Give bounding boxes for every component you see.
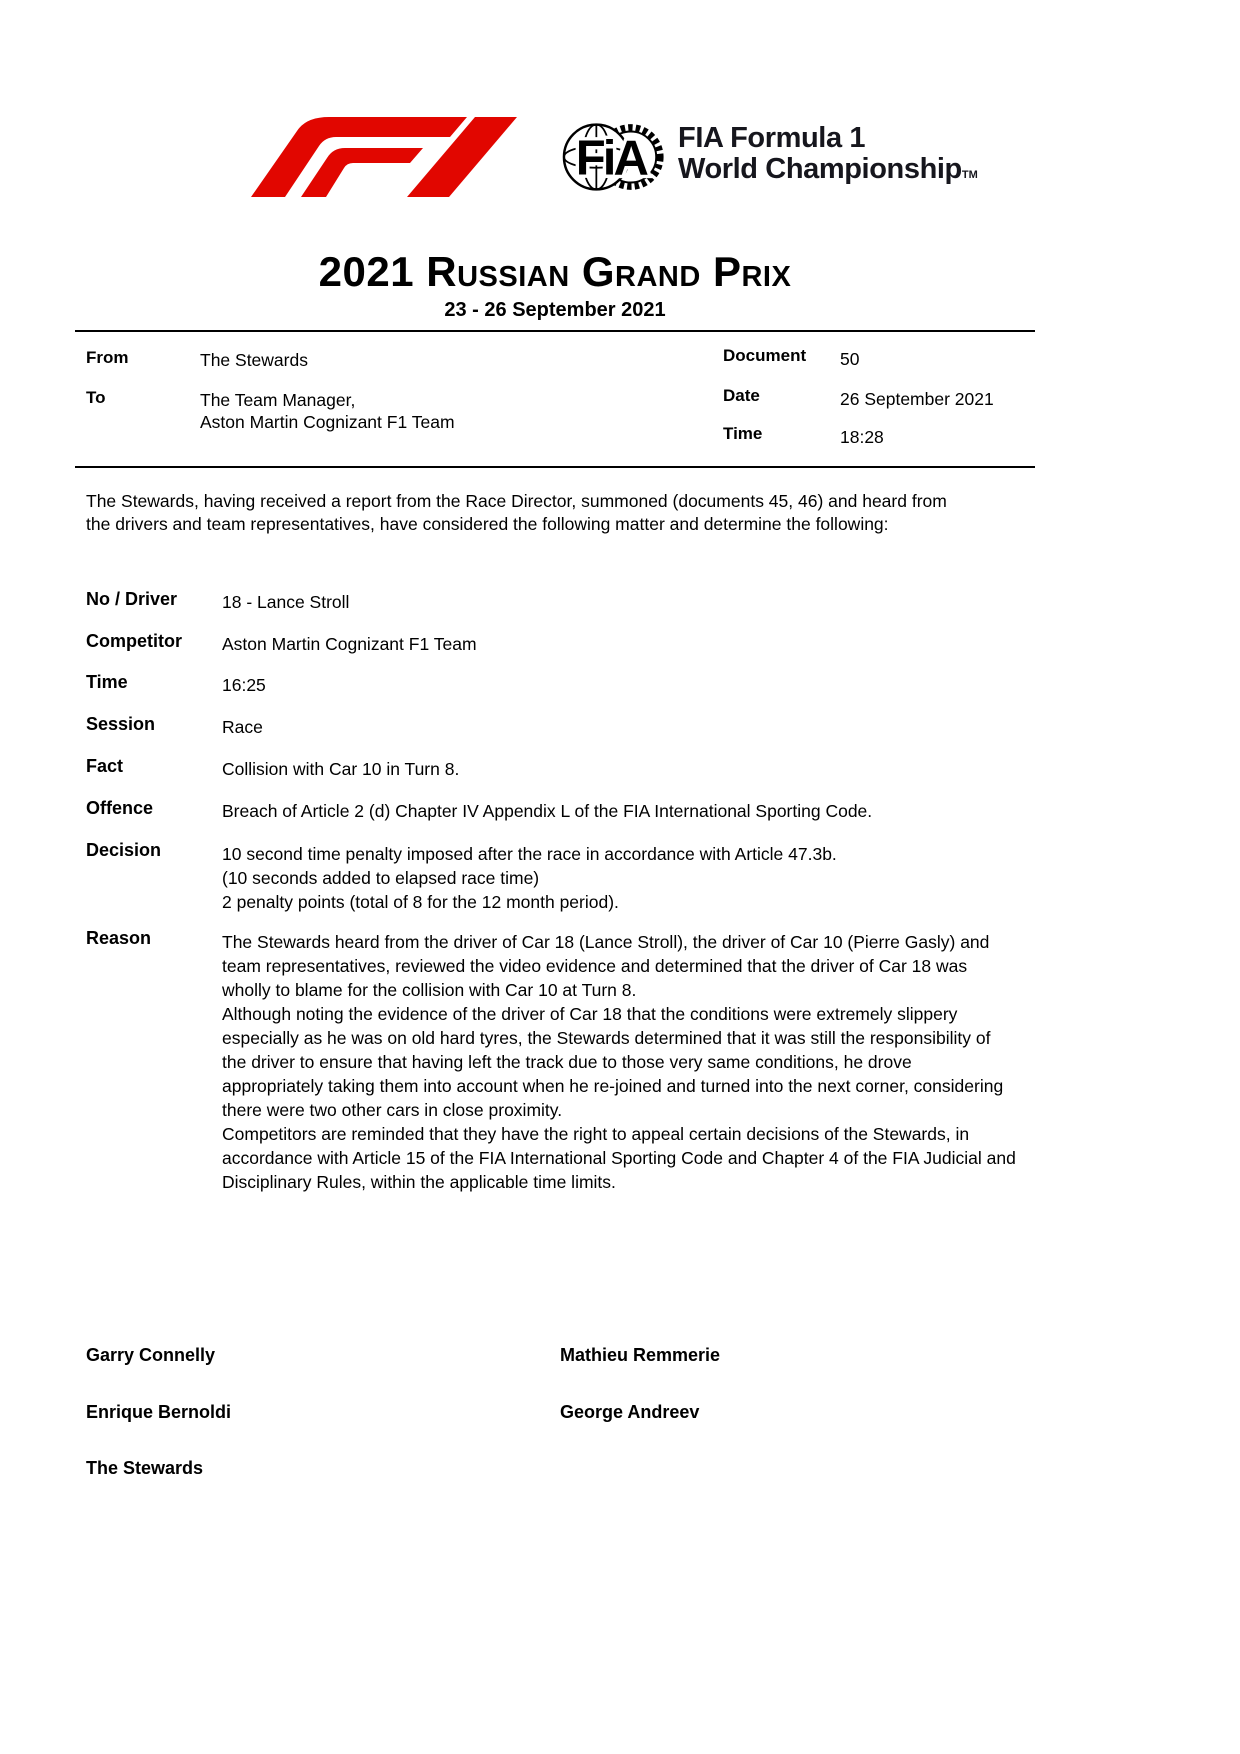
session-time-label: Time xyxy=(86,672,128,692)
signature-steward-3: Enrique Bernoldi xyxy=(86,1402,232,1422)
reason-paragraph: Competitors are reminded that they have the right to appeal certain decisions of the Stewards, in accordance with Article 15 of the FIA International Sporting Code and Chapter 4 of the FIA Judicial and Disciplinary Rules, within the applicable time limits. xyxy=(222,1124,1016,1192)
session-value: Race xyxy=(222,717,263,737)
time-label: Time xyxy=(723,424,763,443)
from-label: From xyxy=(86,348,129,367)
brand-line1: FIA Formula 1 xyxy=(678,122,866,154)
brand-line2: World ChampionshipTM xyxy=(678,153,978,185)
decision-label: Decision xyxy=(86,840,162,860)
signature-steward-1: Garry Connelly xyxy=(86,1345,216,1365)
session-time-value: 16:25 xyxy=(222,675,266,695)
document-label: Document xyxy=(723,346,807,365)
intro-paragraph: The Stewards, having received a report from the Race Director, summoned (documents 45, 46) and heard from the drivers and team representatives, have considered the following matter and determine the following: xyxy=(86,491,947,534)
decision-line: 2 penalty points (total of 8 for the 12 month period). xyxy=(222,892,619,912)
fact-label: Fact xyxy=(86,756,124,776)
to-value xyxy=(200,389,455,433)
f1-logo-icon xyxy=(250,117,552,197)
no-driver-value: 18 - Lance Stroll xyxy=(222,592,350,612)
page-title: 2021 Russian Grand Prix xyxy=(318,248,792,295)
time-value: 18:28 xyxy=(840,427,884,447)
decision-line: (10 seconds added to elapsed race time) xyxy=(222,868,540,888)
competitor-label: Competitor xyxy=(86,631,182,651)
brand-wordmark xyxy=(678,123,978,191)
to-label: To xyxy=(86,388,106,407)
svg-text:FiA: FiA xyxy=(575,131,646,186)
divider-meta xyxy=(75,466,1035,468)
reason-paragraph: The Stewards heard from the driver of Car 18 (Lance Stroll), the driver of Car 10 (Pierre Gasly) and team representatives, reviewed the video evidence and determined that the driver of Car 18 was wholly to blame for the collision with Car 10 at Turn 8. xyxy=(222,932,990,1000)
document-value: 50 xyxy=(840,349,860,369)
decision-value xyxy=(222,842,1017,914)
offence-label: Offence xyxy=(86,798,154,818)
trademark-symbol: TM xyxy=(961,169,978,181)
fact-value: Collision with Car 10 in Turn 8. xyxy=(222,759,460,779)
header-logo-row xyxy=(250,112,978,202)
fia-emblem-icon xyxy=(562,112,668,202)
competitor-value: Aston Martin Cognizant F1 Team xyxy=(222,634,477,654)
signature-the-stewards: The Stewards xyxy=(86,1458,204,1478)
reason-paragraph: Although noting the evidence of the driver of Car 18 that the conditions were extremely slippery especially as he was on old hard tyres, the Stewards determined that it was still the responsibility of the driver to ensure that having left the track due to those very same conditions, he drove appropriately taking them into account when he re-joined and turned into the next corner, considering there were two other cars in close proximity. xyxy=(222,1004,1004,1120)
to-value-line1: The Team Manager, xyxy=(200,390,356,410)
reason-label: Reason xyxy=(86,928,152,948)
signature-steward-2: Mathieu Remmerie xyxy=(560,1345,721,1365)
offence-value: Breach of Article 2 (d) Chapter IV Appendix L of the FIA International Sporting Code. xyxy=(222,801,873,821)
decision-line: 10 second time penalty imposed after the race in accordance with Article 47.3b. xyxy=(222,844,837,864)
no-driver-label: No / Driver xyxy=(86,589,178,609)
divider-top xyxy=(75,330,1035,332)
session-label: Session xyxy=(86,714,156,734)
date-value: 26 September 2021 xyxy=(840,389,994,409)
signature-steward-4: George Andreev xyxy=(560,1402,700,1422)
date-label: Date xyxy=(723,386,760,405)
page-subtitle: 23 - 26 September 2021 xyxy=(444,299,666,321)
to-value-line2: Aston Martin Cognizant F1 Team xyxy=(200,412,455,432)
from-value: The Stewards xyxy=(200,350,308,370)
reason-value xyxy=(222,930,1017,1194)
